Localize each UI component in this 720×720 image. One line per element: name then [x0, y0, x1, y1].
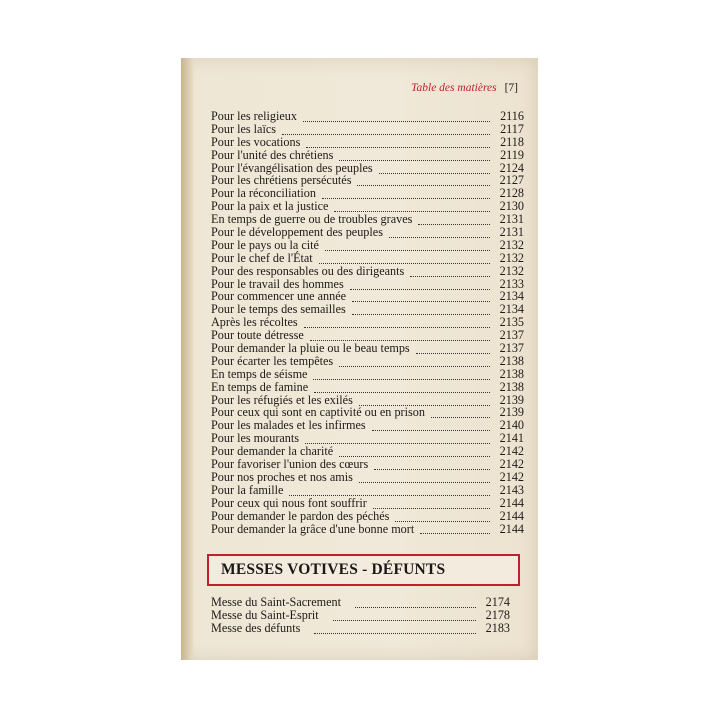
- toc-entry: [211, 523, 524, 536]
- toc-entry-page-number: 2144: [499, 521, 524, 536]
- toc-entry: [211, 497, 524, 510]
- toc-entry-label: Pour les religieux: [211, 109, 297, 123]
- toc-entry-page-number: 2127: [499, 173, 524, 188]
- toc-entry-label: Après les récoltes: [211, 315, 298, 330]
- dot-leader: [319, 255, 490, 264]
- toc-entry-page-number: 2118: [500, 134, 524, 149]
- toc-entry-page-number: 2144: [499, 495, 524, 510]
- dot-leader: [357, 177, 490, 186]
- running-head: [411, 82, 518, 94]
- toc-entry: [211, 239, 524, 252]
- toc-entry: [211, 381, 524, 394]
- dot-leader: [304, 319, 490, 328]
- toc-entry-label: Pour l'évangélisation des peuples: [211, 160, 373, 175]
- table-of-contents: [211, 110, 524, 535]
- dot-leader: [352, 306, 490, 315]
- toc-entry-page-number: 2135: [499, 315, 524, 330]
- toc-entry-label: Pour nos proches et nos amis: [211, 469, 353, 484]
- toc-entry-label: Pour demander la charité: [211, 444, 334, 459]
- toc-entry: [211, 458, 524, 471]
- book-page: [181, 58, 538, 660]
- dot-leader: [372, 422, 490, 431]
- toc-entry: [211, 355, 524, 368]
- toc-entry: [211, 484, 524, 497]
- section-table-of-contents: [211, 596, 510, 636]
- dot-leader: [325, 242, 490, 251]
- toc-entry: [211, 110, 524, 123]
- dot-leader: [416, 345, 490, 354]
- dot-leader: [420, 525, 490, 534]
- dot-leader: [339, 152, 490, 161]
- dot-leader: [313, 371, 490, 380]
- toc-entry-page-number: 2174: [485, 595, 510, 609]
- toc-entry: [211, 342, 524, 355]
- dot-leader: [359, 474, 490, 483]
- toc-entry-page-number: 2138: [499, 379, 524, 394]
- dot-leader: [350, 281, 490, 290]
- toc-entry: [211, 123, 524, 136]
- toc-entry-page-number: 2130: [499, 199, 524, 214]
- dot-leader: [314, 384, 490, 393]
- toc-entry-label: Pour les réfugiés et les exilés: [211, 392, 353, 407]
- toc-entry-page-number: 2124: [499, 160, 524, 175]
- toc-entry-page-number: 2142: [499, 444, 524, 459]
- toc-entry: [211, 252, 524, 265]
- toc-entry-label: Pour demander la grâce d'une bonne mort: [211, 521, 415, 536]
- dot-leader: [333, 612, 476, 621]
- toc-entry-page-number: 2140: [499, 418, 524, 433]
- toc-entry-label: Pour les vocations: [211, 134, 301, 149]
- toc-entry-page-number: 2117: [500, 121, 524, 136]
- toc-entry-page-number: 2137: [499, 341, 524, 356]
- toc-entry-page-number: 2138: [499, 353, 524, 368]
- toc-entry-page-number: 2132: [499, 237, 524, 252]
- toc-entry-page-number: 2128: [499, 186, 524, 201]
- toc-entry-label: Pour des responsables ou des dirigeants: [211, 263, 405, 278]
- toc-entry-label: Pour les malades et les infirmes: [211, 418, 366, 433]
- toc-entry: [211, 226, 524, 239]
- toc-entry-label: Pour ceux qui nous font souffrir: [211, 495, 367, 510]
- dot-leader: [289, 487, 490, 496]
- toc-entry-label: Pour les laïcs: [211, 121, 276, 136]
- toc-entry-page-number: 2132: [499, 263, 524, 278]
- toc-entry-page-number: 2144: [499, 508, 524, 523]
- toc-entry-page-number: 2138: [499, 366, 524, 381]
- toc-entry-page-number: 2116: [500, 109, 524, 123]
- dot-leader: [334, 203, 490, 212]
- dot-leader: [410, 268, 490, 277]
- toc-entry-label: Pour le travail des hommes: [211, 276, 344, 291]
- toc-entry-page-number: 2119: [500, 147, 524, 162]
- toc-entry-label: Pour la paix et la justice: [211, 199, 329, 214]
- toc-entry: [211, 136, 524, 149]
- toc-entry-page-number: 2178: [485, 608, 510, 623]
- toc-entry-label: En temps de famine: [211, 379, 309, 394]
- dot-leader: [355, 599, 476, 608]
- toc-entry-label: En temps de guerre ou de troubles graves: [211, 212, 413, 227]
- running-head-page-number: [7]: [504, 82, 518, 94]
- toc-entry-page-number: 2141: [499, 431, 524, 446]
- toc-entry-label: Pour le développement des peuples: [211, 225, 383, 240]
- section-heading: MESSES VOTIVES - DÉFUNTS: [221, 561, 446, 578]
- toc-entry-label: Messe des défunts: [211, 621, 301, 636]
- toc-entry: [211, 510, 524, 523]
- toc-entry-page-number: 2139: [499, 405, 524, 420]
- toc-entry-label: Pour l'unité des chrétiens: [211, 147, 334, 162]
- toc-entry-label: Pour les mourants: [211, 431, 300, 446]
- toc-entry-label: Pour demander le pardon des péchés: [211, 508, 390, 523]
- toc-entry-page-number: 2131: [499, 225, 524, 240]
- toc-entry-label: Pour favoriser l'union des cœurs: [211, 457, 369, 472]
- toc-entry-page-number: 2134: [499, 302, 524, 317]
- toc-entry-label: Pour écarter les tempêtes: [211, 353, 334, 368]
- toc-entry: [211, 471, 524, 484]
- page-gutter-shadow: [181, 58, 193, 660]
- dot-leader: [282, 126, 490, 135]
- dot-leader: [314, 625, 476, 634]
- dot-leader: [373, 500, 490, 509]
- toc-entry-label: Messe du Saint-Esprit: [211, 608, 319, 623]
- dot-leader: [379, 165, 490, 174]
- toc-entry-label: Pour le pays ou la cité: [211, 237, 319, 252]
- section-heading-box: [207, 554, 520, 586]
- toc-entry-label: Pour toute détresse: [211, 328, 304, 343]
- dot-leader: [339, 358, 490, 367]
- toc-entry-label: En temps de séisme: [211, 366, 308, 381]
- dot-leader: [303, 113, 490, 122]
- dot-leader: [395, 513, 490, 522]
- dot-leader: [374, 461, 490, 470]
- toc-entry-page-number: 2142: [499, 469, 524, 484]
- dot-leader: [359, 397, 490, 406]
- toc-entry-label: Pour les chrétiens persécutés: [211, 173, 352, 188]
- toc-entry-label: Pour le chef de l'État: [211, 250, 313, 265]
- toc-entry-page-number: 2132: [499, 250, 524, 265]
- running-head-title: Table des matières: [411, 82, 497, 94]
- dot-leader: [305, 435, 490, 444]
- toc-entry-label: Pour ceux qui sont en captivité ou en prison: [211, 405, 425, 420]
- toc-entry-page-number: 2134: [499, 289, 524, 304]
- dot-leader: [339, 448, 490, 457]
- toc-entry-label: Messe du Saint-Sacrement: [211, 595, 341, 609]
- toc-entry: [211, 622, 510, 635]
- toc-entry: [211, 265, 524, 278]
- toc-entry-page-number: 2142: [499, 457, 524, 472]
- toc-entry-label: Pour commencer une année: [211, 289, 347, 304]
- toc-entry-label: Pour la réconciliation: [211, 186, 316, 201]
- dot-leader: [418, 216, 490, 225]
- toc-entry-page-number: 2143: [499, 482, 524, 497]
- toc-entry-page-number: 2137: [499, 328, 524, 343]
- dot-leader: [389, 229, 490, 238]
- dot-leader: [306, 139, 490, 148]
- toc-entry: [211, 149, 524, 162]
- toc-entry-label: Pour le temps des semailles: [211, 302, 346, 317]
- dot-leader: [310, 332, 490, 341]
- toc-entry-page-number: 2139: [499, 392, 524, 407]
- toc-entry-page-number: 2131: [499, 212, 524, 227]
- dot-leader: [352, 293, 490, 302]
- toc-entry-page-number: 2183: [485, 621, 510, 636]
- toc-entry: [211, 368, 524, 381]
- dot-leader: [322, 190, 490, 199]
- dot-leader: [431, 409, 490, 418]
- toc-entry-label: Pour la famille: [211, 482, 284, 497]
- toc-entry-page-number: 2133: [499, 276, 524, 291]
- toc-entry-label: Pour demander la pluie ou le beau temps: [211, 341, 410, 356]
